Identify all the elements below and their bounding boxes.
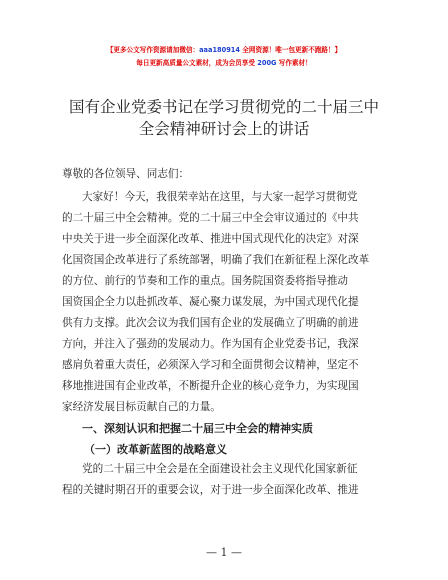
promo-banner-line-2 [0, 57, 448, 67]
promo-text: 【更多公文写作资源请加微信： [106, 46, 200, 54]
paragraph-line: 的方位、前行的节奏和工作的重点。国务院国资委将指导推动 [62, 275, 349, 287]
page-number: — 1 — [206, 546, 242, 559]
promo-banner-line-1 [0, 44, 448, 54]
section-heading-2: （一）改革新蓝图的战略意义 [84, 443, 227, 456]
paragraph-line: 供有力支撑。此次会议为我们国有企业的发展确立了明确的前进 [62, 317, 359, 329]
document-title-line-1: 国有企业党委书记在学习贯彻党的二十届三中 [68, 98, 379, 116]
paragraph-line: 化国资国企改革进行了系统部署，明确了我们在新征程上深化改革 [62, 254, 370, 266]
paragraph-line: 大家好！今天，我很荣幸站在这里，与大家一起学习贯彻党 [82, 191, 358, 203]
salutation: 尊敬的各位领导、同志们： [62, 168, 190, 180]
paragraph-line: 方向，并注入了强劲的发展动力。作为国有企业党委书记，我深 [62, 338, 359, 350]
promo-text: 每日更新高质量公文素材，成为会员享受 [136, 59, 258, 67]
document-title-line-2: 全会精神研讨会上的讲话 [138, 120, 310, 138]
paragraph-line: 的二十届三中全会精神。党的二十届三中全会审议通过的《中共 [62, 212, 359, 224]
paragraph-line: 家经济发展目标贡献自己的力量。 [62, 401, 221, 413]
paragraph-line: 中央关于进一步全面深化改革、推进中国式现代化的决定》对深 [62, 233, 359, 245]
paragraph-line: 党的二十届三中全会是在全面建设社会主义现代化国家新征 [82, 463, 358, 475]
promo-wechat-id: aaa180914 [199, 46, 240, 54]
promo-text: 全网资源！唯一包更新不跑路！】 [240, 46, 342, 54]
paragraph-line: 移地推进国有企业改革，不断提升企业的核心竞争力，为实现国 [62, 380, 359, 392]
paragraph-line: 感肩负着重大责任，必须深入学习和全面贯彻会议精神，坚定不 [62, 359, 359, 371]
promo-size: 200G [257, 59, 277, 67]
promo-text: 写作素材！ [276, 59, 312, 67]
paragraph-line: 国资国企全力以赴抓改革、凝心聚力谋发展，为中国式现代化提 [62, 296, 359, 308]
section-heading-1: 一、深刻认识和把握二十届三中全会的精神实质 [82, 422, 313, 435]
paragraph-line: 程的关键时期召开的重要会议，对于进一步全面深化改革、推进 [62, 484, 359, 496]
